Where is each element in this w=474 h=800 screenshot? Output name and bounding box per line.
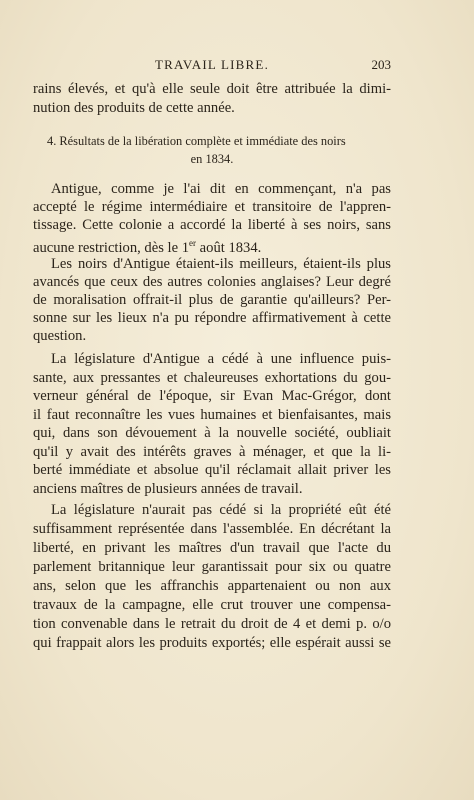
text-line: il faut reconnaître les vues humaines et bienfaisantes, mais [33, 407, 391, 423]
text-line: liberté, en privant les maîtres d'un travail que l'acte du [33, 540, 391, 556]
text-line: travaux de la campagne, elle crut trouver une compensa- [33, 597, 391, 613]
text-line: tion convenable dans le retrait du droit de 4 et demi p. o/o [33, 616, 391, 632]
running-header [33, 57, 391, 75]
section-heading: en 1834. [190, 152, 234, 166]
text-line: sonne sur les lieux n'a pu répondre affirmativement à cette [33, 310, 391, 326]
text-line: berté immédiate et absolue qu'il réclamait allait priver les [33, 462, 391, 478]
text-line: qui, dans son dévouement à la nouvelle société, oubliait [33, 425, 391, 441]
text-line: avancés que ceux des autres colonies anglaises? Leur degré [33, 274, 391, 290]
running-title: TRAVAIL LIBRE. [154, 57, 270, 72]
text-line: nution des produits de cette année. [33, 100, 235, 116]
text-line: ans, selon que les affranchis appartenaient ou non aux [33, 578, 391, 594]
text-line: verneur général de l'époque, sir Evan Mac-Grégor, dont [33, 388, 391, 404]
text-line: La législature d'Antigue a cédé à une influence puis- [51, 351, 391, 367]
text-line: parlement britannique leur garantissait pour six ou quatre [33, 559, 391, 575]
text-line: qu'il y avait des intérêts graves à ménager, et que la li- [33, 444, 391, 460]
page-number: 203 [371, 57, 391, 72]
text-line: suffisamment représentée dans l'assemblée. En décrétant la [33, 521, 391, 537]
text-line: de moralisation offrait-il plus de garantie qu'ailleurs? Per- [33, 292, 391, 308]
text-line: La législature n'aurait pas cédé si la propriété eût été [51, 502, 391, 518]
text-line: accepté le régime intermédiaire et transitoire de l'appren- [33, 199, 391, 215]
text-line: aucune restriction, dès le 1er août 1834. [33, 238, 262, 256]
text-line: question. [33, 328, 87, 344]
text-line: Les noirs d'Antigue étaient-ils meilleurs, étaient-ils plus [51, 256, 391, 272]
text-line: sante, aux pressantes et chaleureuses exhortations du gou- [33, 370, 391, 386]
text-line: rains élevés, et qu'à elle seule doit être attribuée la dimi- [33, 81, 391, 97]
text-line: Antigue, comme je l'ai dit en commençant, n'a pas [51, 181, 391, 197]
text-line: anciens maîtres de plusieurs années de travail. [33, 481, 303, 497]
section-heading: 4. Résultats de la libération complète et immédiate des noirs [47, 134, 346, 148]
text-line: qui frappait alors les produits exportés; elle espérait aussi se [33, 635, 391, 651]
text-line: tissage. Cette colonie a accordé la liberté à ses noirs, sans [33, 217, 391, 233]
